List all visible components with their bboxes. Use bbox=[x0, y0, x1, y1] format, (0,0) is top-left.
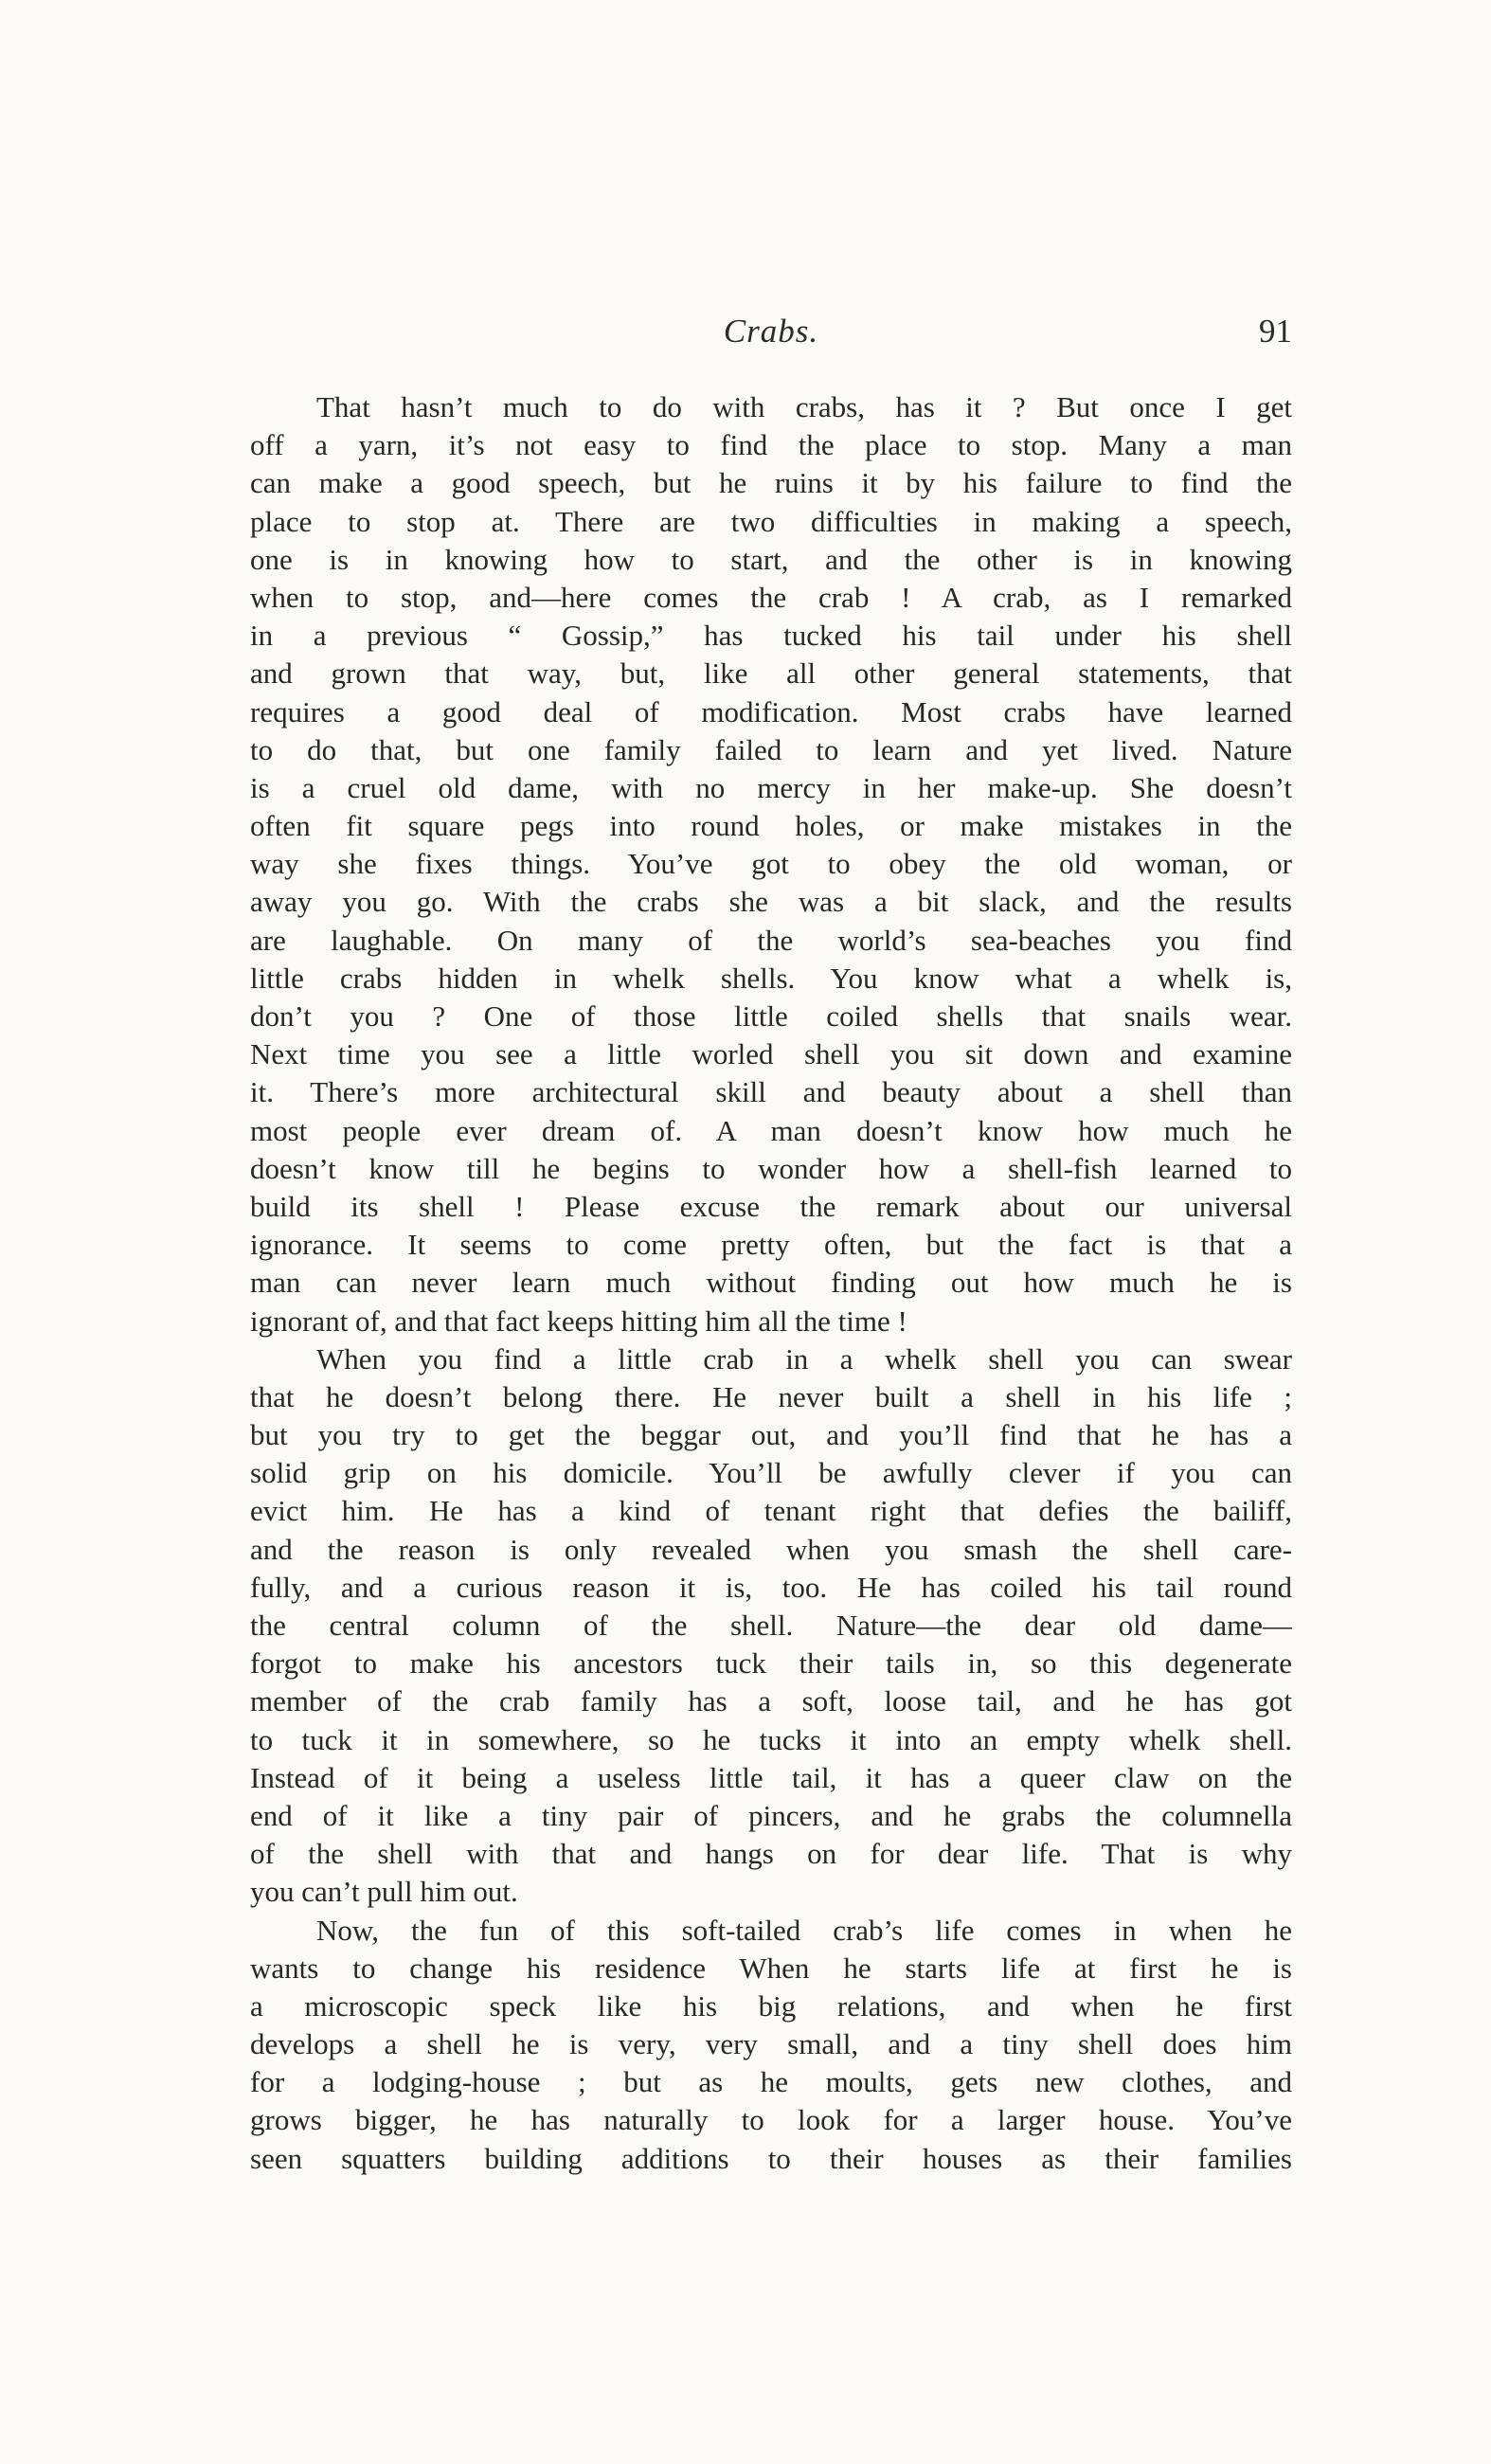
text-line: away you go. With the crabs she was a bit slack, and the results bbox=[250, 885, 1292, 919]
text-line: when to stop, and—here comes the crab ! A crab, as I remarked bbox=[250, 580, 1292, 614]
text-line: little crabs hidden in whelk shells. You know what a whelk is, bbox=[250, 961, 1292, 995]
text-line: of the shell with that and hangs on for dear life. That is why bbox=[250, 1837, 1292, 1871]
running-title: Crabs. bbox=[723, 313, 819, 350]
text-line: When you find a little crab in a whelk shell you can swear bbox=[316, 1341, 1292, 1376]
text-line: to do that, but one family failed to learn and yet lived. Nature bbox=[250, 732, 1292, 766]
text-line: are laughable. On many of the world’s sea-beaches you find bbox=[250, 923, 1292, 957]
text-line: and the reason is only revealed when you smash the shell care- bbox=[250, 1532, 1292, 1566]
text-line: Instead of it being a useless little tail, it has a queer claw on the bbox=[250, 1760, 1292, 1794]
text-line: That hasn’t much to do with crabs, has it ? But once I get bbox=[316, 390, 1292, 423]
text-line: in a previous “ Gossip,” has tucked his tail under his shell bbox=[250, 619, 1292, 653]
text-line: fully, and a curious reason it is, too. He has coiled his tail round bbox=[250, 1570, 1292, 1604]
page-header bbox=[250, 313, 1292, 360]
text-line: a microscopic speck like his big relations, and when he first bbox=[250, 1988, 1292, 2023]
text-line: it. There’s more architectural skill and beauty about a shell than bbox=[250, 1075, 1292, 1109]
text-line: wants to change his residence When he starts life at first he is bbox=[250, 1951, 1292, 1985]
text-line: forgot to make his ancestors tuck their tails in, so this degenerate bbox=[250, 1646, 1292, 1681]
text-line: for a lodging-house ; but as he moults, gets new clothes, and bbox=[250, 2065, 1292, 2099]
text-line: off a yarn, it’s not easy to find the place to stop. Many a man bbox=[250, 428, 1292, 462]
text-line: Next time you see a little worled shell you sit down and examine bbox=[250, 1037, 1292, 1071]
text-line: but you try to get the beggar out, and you’ll find that he has a bbox=[250, 1418, 1292, 1452]
text-line: you can’t pull him out. bbox=[250, 1875, 518, 1909]
text-line: most people ever dream of. A man doesn’t know how much he bbox=[250, 1113, 1292, 1147]
text-line: place to stop at. There are two difficulties in making a speech, bbox=[250, 504, 1292, 538]
page-number: 91 bbox=[1259, 313, 1292, 350]
text-line: grows bigger, he has naturally to look for a larger house. You’ve bbox=[250, 2103, 1292, 2137]
text-line: man can never learn much without finding out how much he is bbox=[250, 1266, 1292, 1300]
text-line: the central column of the shell. Nature—the dear old dame— bbox=[250, 1609, 1292, 1642]
text-line: evict him. He has a kind of tenant right that defies the bailiff, bbox=[250, 1494, 1292, 1528]
body-text bbox=[250, 388, 1292, 2178]
text-line: and grown that way, but, like all other general statements, that bbox=[250, 656, 1292, 691]
text-line: way she fixes things. You’ve got to obey the old woman, or bbox=[250, 847, 1292, 881]
text-line: develops a shell he is very, very small, and a tiny shell does him bbox=[250, 2027, 1292, 2061]
text-line: end of it like a tiny pair of pincers, and he grabs the columnella bbox=[250, 1798, 1292, 1832]
text-line: Now, the fun of this soft-tailed crab’s life comes in when he bbox=[316, 1913, 1292, 1947]
text-line: requires a good deal of modification. Most crabs have learned bbox=[250, 694, 1292, 728]
text-line: member of the crab family has a soft, loose tail, and he has got bbox=[250, 1684, 1292, 1718]
text-line: ignorant of, and that fact keeps hitting him all the time ! bbox=[250, 1304, 907, 1338]
text-line: doesn’t know till he begins to wonder how a shell-fish learned to bbox=[250, 1151, 1292, 1185]
text-line: to tuck it in somewhere, so he tucks it into an empty whelk shell. bbox=[250, 1722, 1292, 1756]
text-line: seen squatters building additions to their houses as their families bbox=[250, 2141, 1292, 2175]
text-line: solid grip on his domicile. You’ll be awfully clever if you can bbox=[250, 1456, 1292, 1490]
text-line: build its shell ! Please excuse the remark about our universal bbox=[250, 1189, 1292, 1223]
text-line: one is in knowing how to start, and the other is in knowing bbox=[250, 542, 1292, 576]
text-line: often fit square pegs into round holes, or make mistakes in the bbox=[250, 809, 1292, 843]
text-line: don’t you ? One of those little coiled shells that snails wear. bbox=[250, 999, 1292, 1033]
text-line: that he doesn’t belong there. He never built a shell in his life ; bbox=[250, 1379, 1292, 1413]
text-line: can make a good speech, but he ruins it by his failure to find the bbox=[250, 466, 1292, 500]
text-line: is a cruel old dame, with no mercy in her make-up. She doesn’t bbox=[250, 770, 1292, 804]
text-line: ignorance. It seems to come pretty often, but the fact is that a bbox=[250, 1228, 1292, 1262]
